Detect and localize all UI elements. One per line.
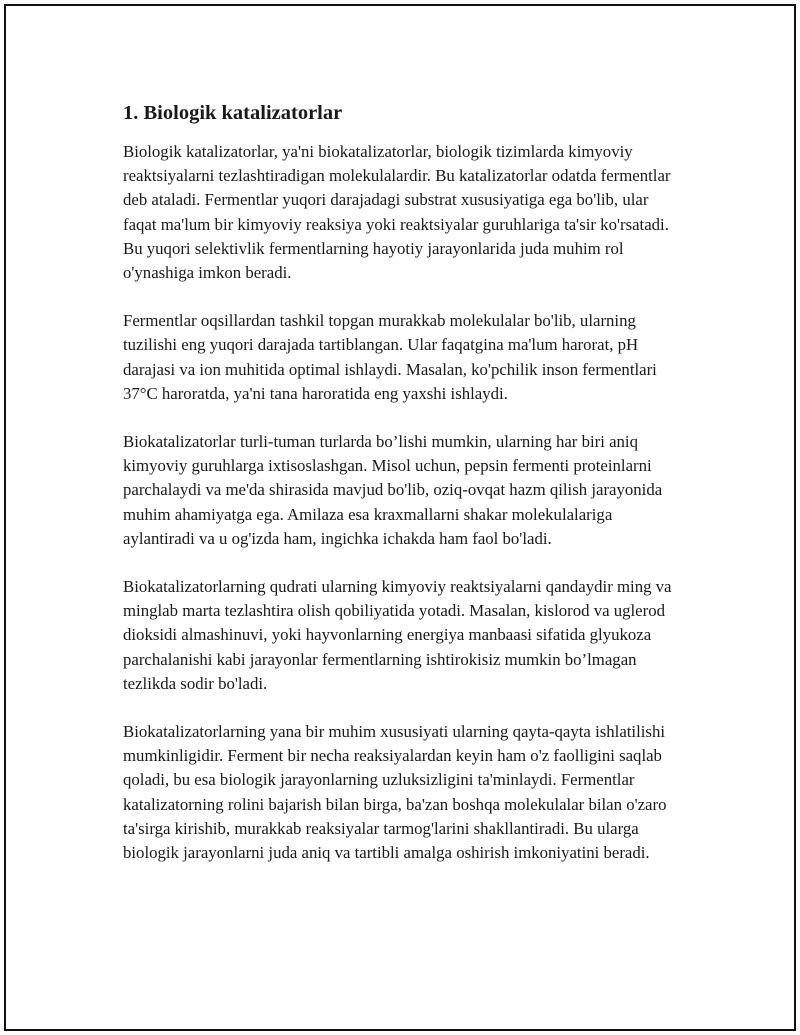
paragraph-3: Biokatalizatorlar turli-tuman turlarda bo’lishi mumkin, ularning har biri aniq kimyoviy guruhlarga ixtisoslashgan. Misol uchun, pepsin fermenti proteinlarni parchalaydi va me'da shirasida mavjud bo'lib, oziq-ovqat hazm qilish jarayonida muhim ahamiyatga ega. Amilaza esa kraxmallarni shakar molekulalariga aylantiradi va u og'izda ham, ingichka ichakda ham faol bo'ladi. (123, 432, 663, 548)
paragraph-4: Biokatalizatorlarning qudrati ularning kimyoviy reaktsiyalarni qandaydir ming va minglab marta tezlashtira olish qobiliyatida yotadi. Masalan, kislorod va uglerod dioksidi almashinuvi, yoki hayvonlarning energiya manbaasi sifatida glyukoza parchalanishi kabi jarayonlar fermentlarning ishtirokisiz mumkin bo’lmagan tezlikda sodir bo'ladi. (123, 577, 672, 693)
document-body (123, 98, 683, 889)
section-heading: 1. Biologik katalizatorlar (123, 102, 343, 124)
page-border (4, 4, 796, 1031)
paragraph-5: Biokatalizatorlarning yana bir muhim xususiyati ularning qayta-qayta ishlatilishi mumkinligidir. Ferment bir necha reaksiyalardan keyin ham o'z faolligini saqlab qoladi, bu esa biologik jarayonlarning uzluksizligini ta'minlaydi. Fermentlar katalizatorning rolini bajarish bilan birga, ba'zan boshqa molekulalar bilan o'zaro ta'sirga kirishib, murakkab reaksiyalar tarmog'larini shakllantiradi. Bu ularga biologik jarayonlarni juda aniq va tartibli amalga oshirish imkoniyatini beradi. (123, 722, 667, 863)
paragraph-2: Fermentlar oqsillardan tashkil topgan murakkab molekulalar bo'lib, ularning tuzilishi eng yuqori darajada tartiblangan. Ular faqatgina ma'lum harorat, pH darajasi va ion muhitida optimal ishlaydi. Masalan, ko'pchilik inson fermentlari 37°C haroratda, ya'ni tana haroratida eng yaxshi ishlaydi. (123, 311, 657, 403)
paragraph-1: Biologik katalizatorlar, ya'ni biokatalizatorlar, biologik tizimlarda kimyoviy reaktsiyalarni tezlashtiradigan molekulalardir. Bu katalizatorlar odatda fermentlar deb ataladi. Fermentlar yuqori darajadagi substrat xususiyatiga ega bo'lib, ular faqat ma'lum bir kimyoviy reaksiya yoki reaktsiyalar guruhlariga ta'sir ko'rsatadi. Bu yuqori selektivlik fermentlarning hayotiy jarayonlarida juda muhim rol o'ynashiga imkon beradi. (123, 142, 671, 283)
